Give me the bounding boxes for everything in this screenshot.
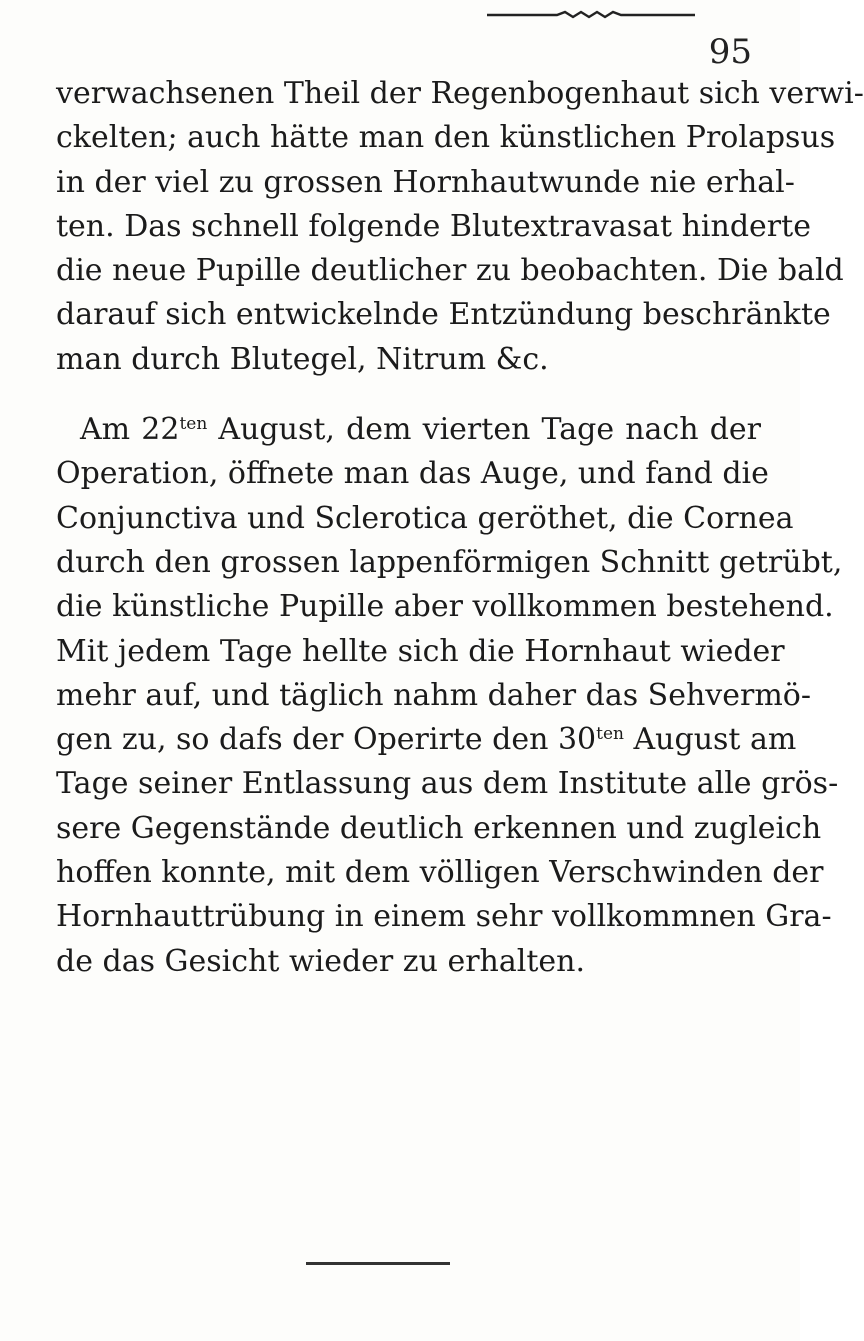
text-segment: August am [623, 722, 797, 758]
text-line: ten. Das schnell folgende Blutextravasat hinderte [56, 208, 811, 244]
header-ornament-rule [487, 12, 695, 18]
text-line: in der viel zu grossen Hornhautwunde nie erhal- [56, 164, 795, 200]
paragraph-1 [56, 72, 864, 382]
body-text [56, 72, 864, 984]
text-line [56, 408, 761, 452]
text-line: hoffen konnte, mit dem völligen Verschwinden der [56, 855, 824, 891]
text-line: man durch Blutegel, Nitrum &c. [56, 341, 549, 377]
text-line: de das Gesicht wieder zu erhalten. [56, 943, 586, 979]
text-line: die neue Pupille deutlicher zu beobachten. Die bald [56, 253, 844, 289]
text-line: Conjunctiva und Sclerotica geröthet, die Cornea [56, 500, 794, 536]
text-line [56, 718, 797, 762]
end-rule [306, 1262, 450, 1265]
ordinal-superscript: ten [596, 724, 624, 745]
text-line: ckelten; auch hätte man den künstlichen Prolapsus [56, 120, 836, 156]
text-line: darauf sich entwickelnde Entzündung beschränkte [56, 297, 831, 333]
text-segment: Am 22 [80, 412, 180, 448]
text-segment: gen zu, so dafs der Operirte den 30 [56, 722, 597, 758]
text-segment: August, dem vierten Tage nach der [207, 412, 761, 448]
paragraph-gap [56, 382, 761, 408]
ordinal-superscript: ten [179, 414, 208, 435]
text-line: durch den grossen lappenförmigen Schnitt getrübt, [56, 544, 843, 580]
text-line: sere Gegenstände deutlich erkennen und zugleich [56, 810, 822, 846]
text-line: Tage seiner Entlassung aus dem Institute alle grös- [56, 766, 839, 802]
paragraph-2 [56, 408, 843, 984]
text-line: verwachsenen Theil der Regenbogenhaut sich verwi- [56, 76, 864, 111]
text-line: Operation, öffnete man das Auge, und fand die [56, 456, 769, 492]
page-number: 95 [708, 32, 752, 72]
text-line: mehr auf, und täglich nahm daher das Sehvermö- [56, 677, 811, 713]
text-line: die künstliche Pupille aber vollkommen bestehend. [56, 589, 834, 625]
text-line: Hornhauttrübung in einem sehr vollkommnen Gra- [56, 899, 832, 935]
text-line: Mit jedem Tage hellte sich die Hornhaut wieder [56, 633, 785, 669]
